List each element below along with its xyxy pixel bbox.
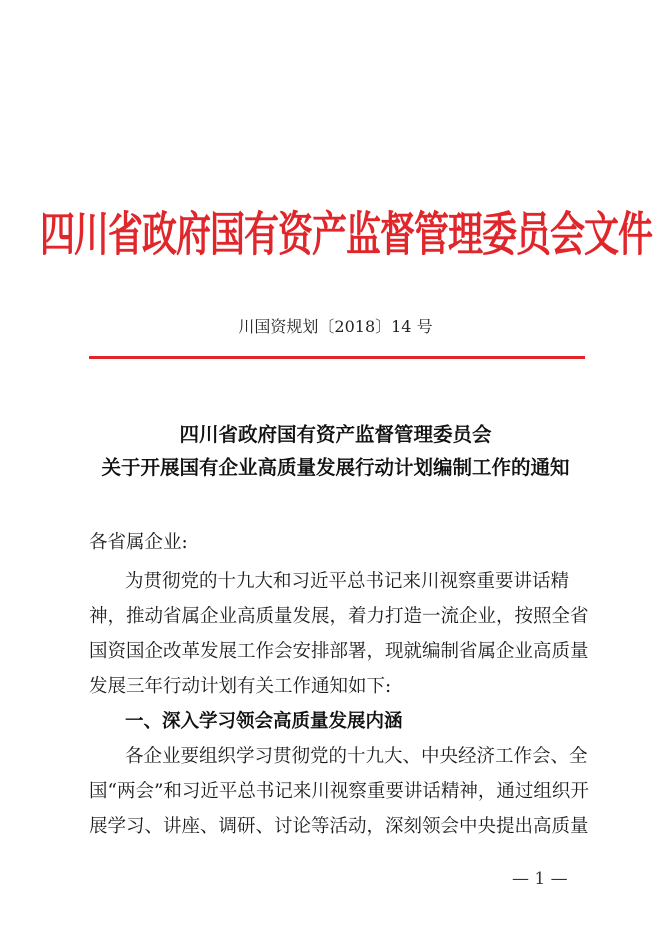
notice-title-line-2: 关于开展国有企业高质量发展行动计划编制工作的通知 <box>101 456 570 479</box>
notice-title-line-1: 四川省政府国有资产监督管理委员会 <box>179 423 492 446</box>
salutation: 各省属企业: <box>89 532 188 553</box>
paragraph-1-line-3: 国资国企改革发展工作会安排部署，现就编制省属企业高质量 <box>89 641 589 662</box>
paragraph-1-line-1: 为贯彻党的十九大和习近平总书记来川视察重要讲话精 <box>125 571 570 592</box>
page-number: — 1 — <box>512 869 568 889</box>
paragraph-1-line-4: 发展三年行动计划有关工作通知如下: <box>89 676 392 697</box>
paragraph-2-line-3: 展学习、讲座、调研、讨论等活动，深刻领会中央提出高质量 <box>89 816 589 837</box>
paragraph-1-line-2: 神，推动省属企业高质量发展，着力打造一流企业，按照全省 <box>89 606 589 627</box>
red-header-title: 四川省政府国有资产监督管理委员会文件 <box>40 207 653 263</box>
paragraph-2-line-1: 各企业要组织学习贯彻党的十九大、中央经济工作会、全 <box>125 746 588 767</box>
red-divider-rule <box>89 356 585 359</box>
paragraph-2-line-2: 国“两会”和习近平总书记来川视察重要讲话精神，通过组织开 <box>89 781 589 802</box>
section-1-heading: 一、深入学习领会高质量发展内涵 <box>125 711 403 732</box>
document-number: 川国资规划〔2018〕14 号 <box>238 317 433 336</box>
